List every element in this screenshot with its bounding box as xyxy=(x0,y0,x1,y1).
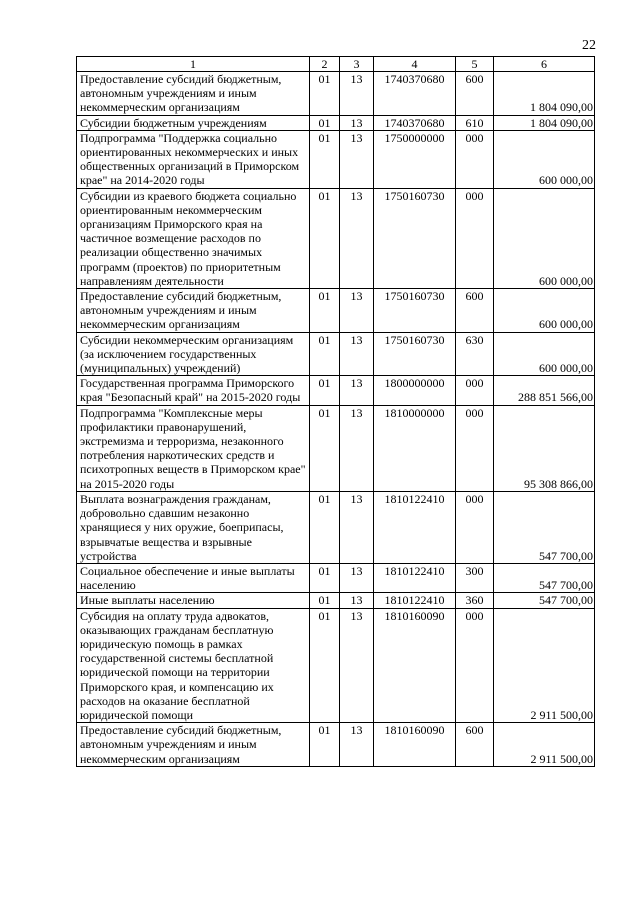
row-target-article-cell: 1740370680 xyxy=(374,72,456,116)
row-section-cell: 01 xyxy=(310,563,340,592)
table-row xyxy=(77,130,595,188)
row-expense-type-cell: 000 xyxy=(456,405,494,491)
row-target-article-cell: 1810160090 xyxy=(374,608,456,723)
row-section-cell: 01 xyxy=(310,188,340,288)
row-expense-type-cell: 600 xyxy=(456,72,494,116)
row-amount-cell: 600 000,00 xyxy=(494,289,595,333)
table-row xyxy=(77,593,595,608)
row-section-cell: 01 xyxy=(310,723,340,767)
row-section-cell: 01 xyxy=(310,405,340,491)
table-row xyxy=(77,405,595,491)
budget-table xyxy=(76,56,595,767)
row-name-cell: Субсидия на оплату труда адвокатов, оказывающих гражданам бесплатную юридическую помощь в рамках государственной системы бесплатной юридической помощи на территории Приморского края, и компенсацию их расходов на оказание бесплатной юридической помощи xyxy=(77,608,310,723)
row-section-cell: 01 xyxy=(310,72,340,116)
row-name-cell: Субсидии из краевого бюджета социально ориентированным некоммерческим организациям Приморского края на частичное возмещение расходов по реализации общественно значимых программ (проектов) по приоритетным направлениям деятельности xyxy=(77,188,310,288)
row-name-cell: Государственная программа Приморского края "Безопасный край" на 2015-2020 годы xyxy=(77,376,310,405)
row-expense-type-cell: 000 xyxy=(456,130,494,188)
row-expense-type-cell: 000 xyxy=(456,376,494,405)
row-section-cell: 01 xyxy=(310,115,340,130)
row-subsection-cell: 13 xyxy=(340,608,374,723)
row-subsection-cell: 13 xyxy=(340,115,374,130)
row-expense-type-cell: 600 xyxy=(456,289,494,333)
page-number: 22 xyxy=(582,38,596,53)
row-section-cell: 01 xyxy=(310,130,340,188)
row-subsection-cell: 13 xyxy=(340,491,374,563)
row-section-cell: 01 xyxy=(310,332,340,376)
row-subsection-cell: 13 xyxy=(340,130,374,188)
table-row xyxy=(77,491,595,563)
row-target-article-cell: 1810122410 xyxy=(374,593,456,608)
table-header-row xyxy=(77,57,595,72)
row-subsection-cell: 13 xyxy=(340,188,374,288)
row-target-article-cell: 1810122410 xyxy=(374,491,456,563)
row-subsection-cell: 13 xyxy=(340,289,374,333)
row-amount-cell: 1 804 090,00 xyxy=(494,115,595,130)
row-subsection-cell: 13 xyxy=(340,723,374,767)
table-row xyxy=(77,289,595,333)
table-row xyxy=(77,563,595,592)
row-section-cell: 01 xyxy=(310,289,340,333)
row-target-article-cell: 1750000000 xyxy=(374,130,456,188)
column-header: 3 xyxy=(340,57,374,72)
row-name-cell: Подпрограмма "Поддержка социально ориентированных некоммерческих и иных общественных организаций в Приморском крае" на 2014-2020 годы xyxy=(77,130,310,188)
row-target-article-cell: 1740370680 xyxy=(374,115,456,130)
row-target-article-cell: 1800000000 xyxy=(374,376,456,405)
row-name-cell: Социальное обеспечение и иные выплаты населению xyxy=(77,563,310,592)
row-subsection-cell: 13 xyxy=(340,72,374,116)
row-section-cell: 01 xyxy=(310,376,340,405)
row-target-article-cell: 1750160730 xyxy=(374,289,456,333)
row-expense-type-cell: 000 xyxy=(456,188,494,288)
row-name-cell: Предоставление субсидий бюджетным, автономным учреждениям и иным некоммерческим организациям xyxy=(77,72,310,116)
row-amount-cell: 600 000,00 xyxy=(494,332,595,376)
row-amount-cell: 600 000,00 xyxy=(494,130,595,188)
row-target-article-cell: 1750160730 xyxy=(374,188,456,288)
row-subsection-cell: 13 xyxy=(340,593,374,608)
row-target-article-cell: 1810160090 xyxy=(374,723,456,767)
row-amount-cell: 95 308 866,00 xyxy=(494,405,595,491)
row-expense-type-cell: 000 xyxy=(456,608,494,723)
row-amount-cell: 2 911 500,00 xyxy=(494,608,595,723)
row-amount-cell: 1 804 090,00 xyxy=(494,72,595,116)
row-expense-type-cell: 610 xyxy=(456,115,494,130)
row-subsection-cell: 13 xyxy=(340,405,374,491)
row-name-cell: Предоставление субсидий бюджетным, автономным учреждениям и иным некоммерческим организациям xyxy=(77,289,310,333)
row-expense-type-cell: 360 xyxy=(456,593,494,608)
row-section-cell: 01 xyxy=(310,608,340,723)
row-amount-cell: 547 700,00 xyxy=(494,563,595,592)
column-header: 4 xyxy=(374,57,456,72)
row-amount-cell: 547 700,00 xyxy=(494,593,595,608)
row-section-cell: 01 xyxy=(310,593,340,608)
table-row xyxy=(77,188,595,288)
row-expense-type-cell: 000 xyxy=(456,491,494,563)
row-name-cell: Субсидии некоммерческим организациям (за исключением государственных (муниципальных) учреждений) xyxy=(77,332,310,376)
row-amount-cell: 547 700,00 xyxy=(494,491,595,563)
table-row xyxy=(77,608,595,723)
table-row xyxy=(77,376,595,405)
row-name-cell: Субсидии бюджетным учреждениям xyxy=(77,115,310,130)
row-subsection-cell: 13 xyxy=(340,563,374,592)
row-subsection-cell: 13 xyxy=(340,332,374,376)
row-target-article-cell: 1750160730 xyxy=(374,332,456,376)
row-expense-type-cell: 600 xyxy=(456,723,494,767)
row-amount-cell: 2 911 500,00 xyxy=(494,723,595,767)
row-target-article-cell: 1810000000 xyxy=(374,405,456,491)
row-target-article-cell: 1810122410 xyxy=(374,563,456,592)
column-header: 6 xyxy=(494,57,595,72)
row-subsection-cell: 13 xyxy=(340,376,374,405)
row-amount-cell: 600 000,00 xyxy=(494,188,595,288)
row-name-cell: Подпрограмма "Комплексные меры профилактики правонарушений, экстремизма и терроризма, незаконного потребления наркотических средств и психотропных веществ в Приморском крае" на 2015-2020 годы xyxy=(77,405,310,491)
table-row xyxy=(77,332,595,376)
row-name-cell: Предоставление субсидий бюджетным, автономным учреждениям и иным некоммерческим организациям xyxy=(77,723,310,767)
row-section-cell: 01 xyxy=(310,491,340,563)
table-row xyxy=(77,115,595,130)
row-name-cell: Выплата вознаграждения гражданам, добровольно сдавшим незаконно хранящиеся у них оружие, боеприпасы, взрывчатые вещества и взрывные устройства xyxy=(77,491,310,563)
column-header: 5 xyxy=(456,57,494,72)
table-row xyxy=(77,72,595,116)
table-row xyxy=(77,723,595,767)
row-expense-type-cell: 300 xyxy=(456,563,494,592)
row-amount-cell: 288 851 566,00 xyxy=(494,376,595,405)
row-expense-type-cell: 630 xyxy=(456,332,494,376)
column-header: 2 xyxy=(310,57,340,72)
row-name-cell: Иные выплаты населению xyxy=(77,593,310,608)
column-header: 1 xyxy=(77,57,310,72)
